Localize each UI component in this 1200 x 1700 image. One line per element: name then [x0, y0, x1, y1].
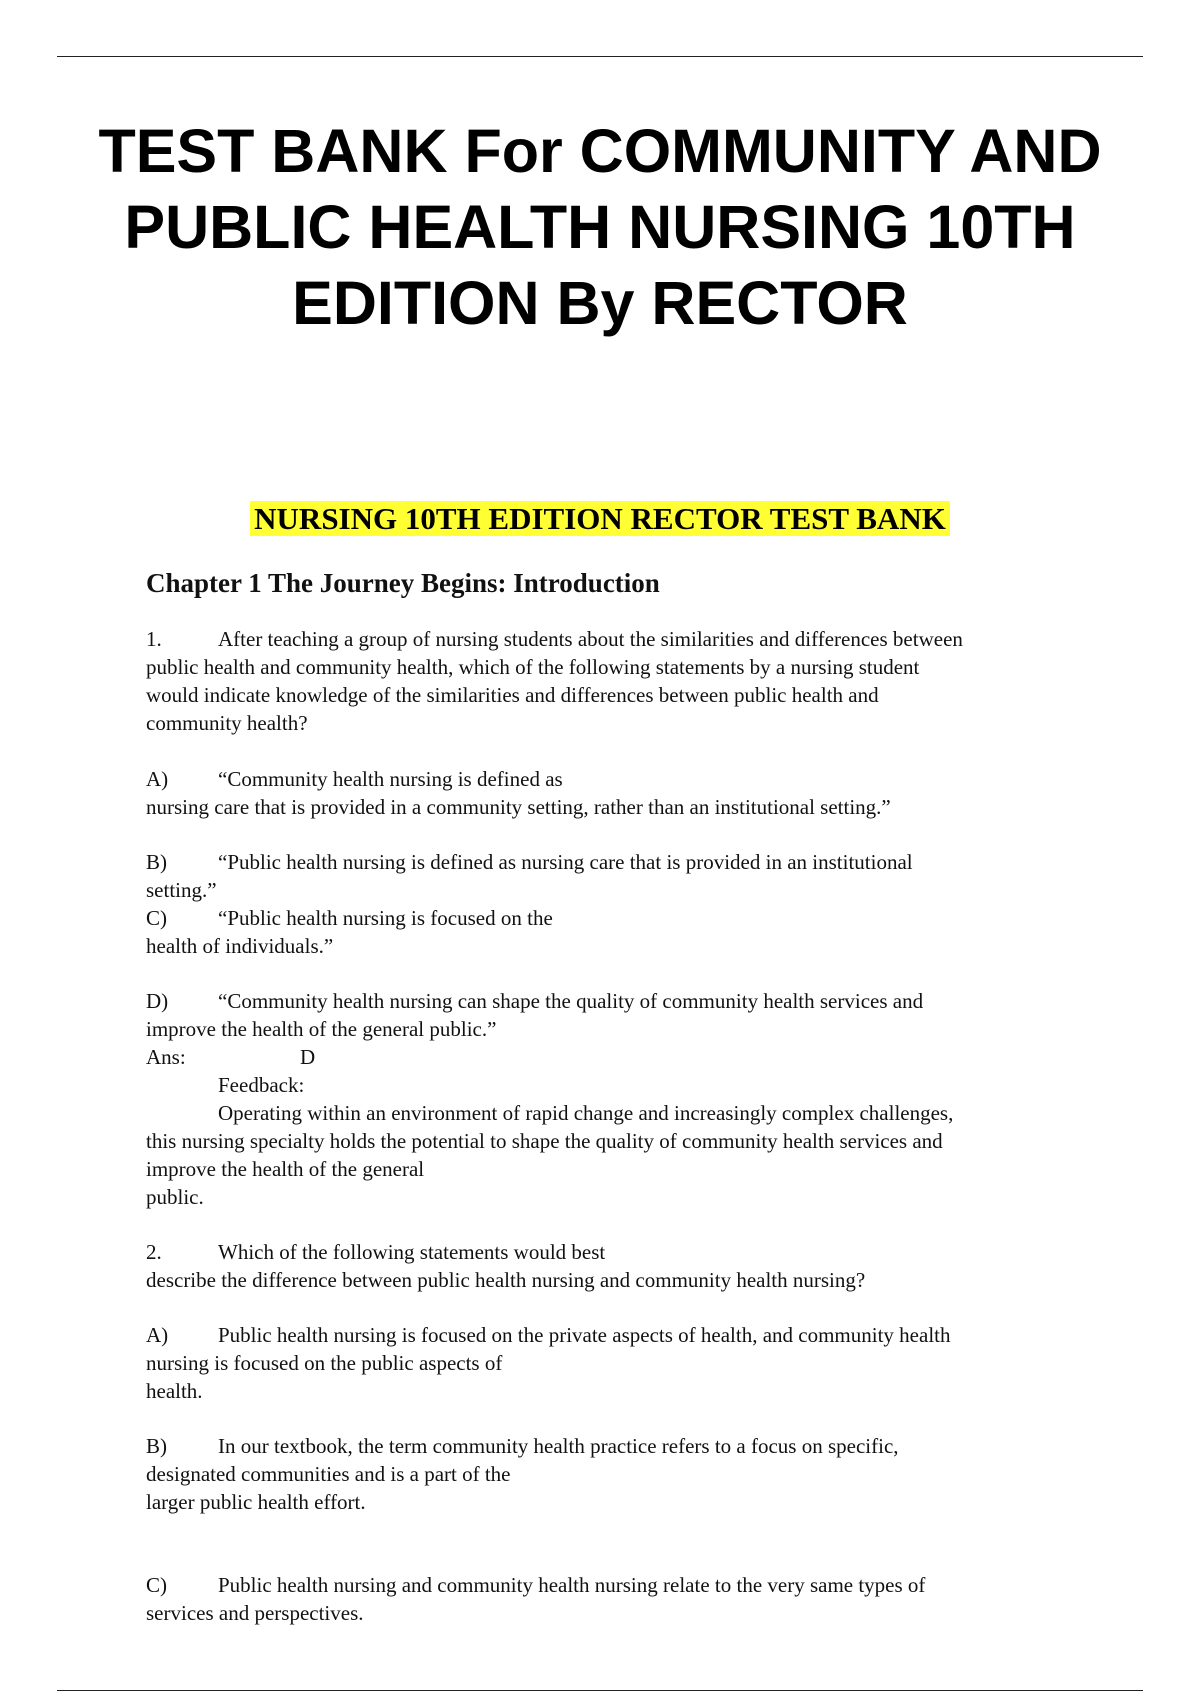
option-label: B) — [146, 850, 167, 874]
option-text: health of individuals.” — [146, 934, 334, 958]
option-text: setting.” — [146, 878, 217, 902]
question-2-option-c — [146, 1571, 1086, 1627]
document-title — [0, 113, 1200, 341]
option-text: health. — [146, 1379, 203, 1403]
option-label: D) — [146, 989, 169, 1013]
option-text: Public health nursing is focused on the private aspects of health, and community health — [218, 1323, 951, 1347]
option-text: nursing care that is provided in a community setting, rather than an institutional setting.” — [146, 795, 891, 819]
option-text: designated communities and is a part of the — [146, 1462, 511, 1486]
bottom-rule — [57, 1690, 1143, 1691]
answer-label: Ans: — [146, 1045, 186, 1069]
question-text: describe the difference between public health nursing and community health nursing? — [146, 1268, 866, 1292]
question-2-stem — [146, 1238, 1086, 1294]
question-text: Which of the following statements would best — [218, 1240, 606, 1264]
banner-text: NURSING 10TH EDITION RECTOR TEST BANK — [250, 501, 950, 536]
question-text: would indicate knowledge of the similarities and differences between public health and — [146, 683, 879, 707]
question-text: public health and community health, which of the following statements by a nursing student — [146, 655, 920, 679]
highlighted-banner — [0, 500, 1200, 538]
question-text: After teaching a group of nursing students about the similarities and differences between — [218, 627, 963, 651]
answer-value: D — [300, 1045, 316, 1069]
feedback-text: improve the health of the general — [146, 1157, 425, 1181]
option-text: “Community health nursing can shape the quality of community health services and — [218, 989, 924, 1013]
option-text: “Public health nursing is defined as nursing care that is provided in an institutional — [218, 850, 913, 874]
option-text: nursing is focused on the public aspects of — [146, 1351, 503, 1375]
question-1-option-a — [146, 765, 1086, 821]
title-line-3: EDITION By RECTOR — [292, 269, 908, 337]
feedback-text: public. — [146, 1185, 204, 1209]
question-1-option-c — [146, 904, 1086, 960]
option-text: larger public health effort. — [146, 1490, 366, 1514]
option-label: C) — [146, 1573, 167, 1597]
option-label: A) — [146, 1323, 169, 1347]
question-number: 1. — [146, 627, 162, 651]
option-text: services and perspectives. — [146, 1601, 364, 1625]
feedback-text: Operating within an environment of rapid change and increasingly complex challenges, — [218, 1101, 954, 1125]
feedback-text: this nursing specialty holds the potential to shape the quality of community health services and — [146, 1129, 943, 1153]
option-text: “Community health nursing is defined as — [218, 767, 563, 791]
option-label: A) — [146, 767, 169, 791]
answer-line — [146, 1043, 1086, 1071]
option-text: improve the health of the general public.” — [146, 1017, 497, 1041]
question-text: community health? — [146, 711, 308, 735]
option-label: C) — [146, 906, 167, 930]
question-1-option-d — [146, 987, 1086, 1211]
option-text: “Public health nursing is focused on the — [218, 906, 553, 930]
question-1-stem — [146, 625, 1086, 737]
question-2-option-b — [146, 1432, 1086, 1516]
question-1-option-b — [146, 848, 1086, 904]
option-label: B) — [146, 1434, 167, 1458]
title-line-2: PUBLIC HEALTH NURSING 10TH — [124, 193, 1076, 261]
question-2-option-a — [146, 1321, 1086, 1405]
top-rule — [57, 56, 1143, 57]
chapter-heading: Chapter 1 The Journey Begins: Introduction — [146, 568, 660, 598]
question-number: 2. — [146, 1240, 162, 1264]
feedback-label: Feedback: — [218, 1073, 305, 1097]
option-text: In our textbook, the term community health practice refers to a focus on specific, — [218, 1434, 899, 1458]
title-line-1: TEST BANK For COMMUNITY AND — [98, 117, 1102, 185]
option-text: Public health nursing and community health nursing relate to the very same types of — [218, 1573, 926, 1597]
